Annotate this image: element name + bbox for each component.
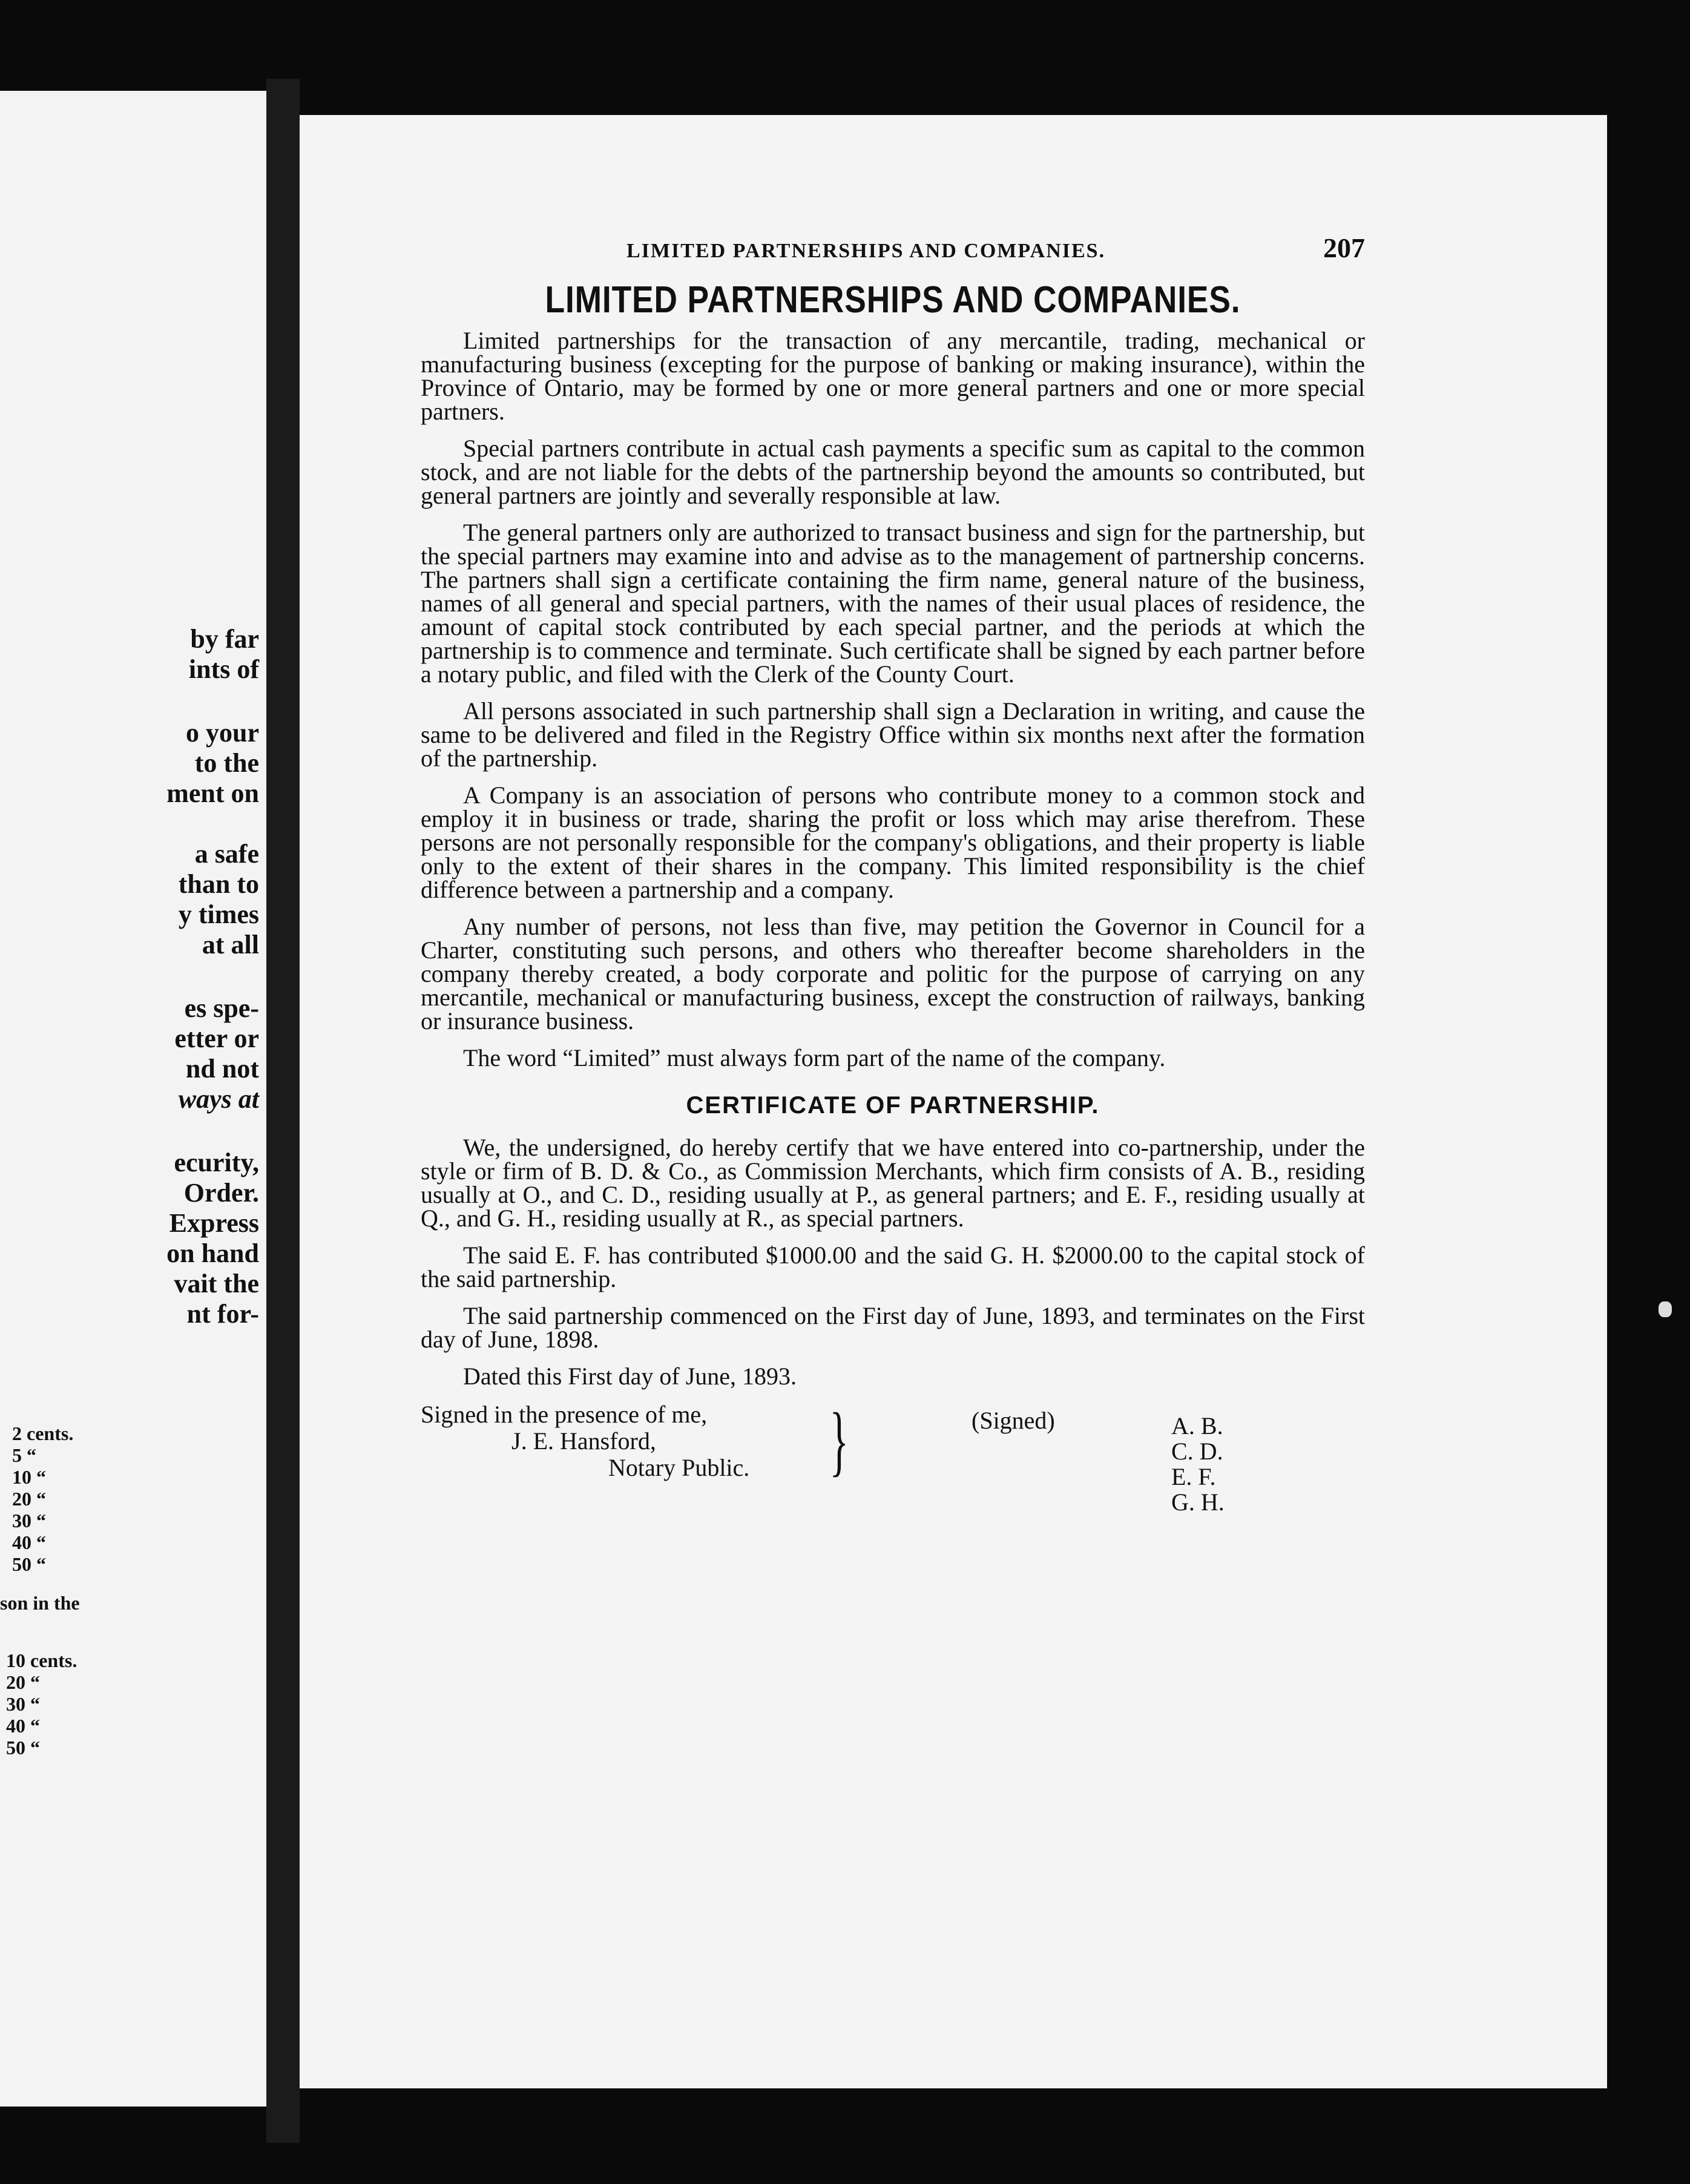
page-title: LIMITED PARTNERSHIPS AND COMPANIES. — [545, 279, 1241, 321]
certificate-paragraph: We, the undersigned, do hereby certify that we have entered into co-partnership, under the style or firm of B. D. & Co., as Commission Merchants, which firm consists of A. B., residing usually at O., and C. D., residing usually at P., as general partners; and E. F., residing usually at Q., and G. H., residing usually at R., as special partners. — [421, 1134, 1365, 1232]
left-page-fragment: at all — [202, 930, 259, 959]
witness-line: Signed in the presence of me, — [421, 1401, 708, 1428]
paragraph: All persons associated in such partnership shall sign a Declaration in writing, and cause the same to be delivered and filed in the Registry Office within six months next after the formation of the partnership. — [421, 697, 1365, 772]
signature-block — [421, 1397, 1365, 1541]
certificate-paragraph: The said partnership commenced on the First day of June, 1893, and terminates on the First day of June, 1898. — [421, 1302, 1365, 1353]
left-page-fragment: ecurity, — [174, 1148, 259, 1177]
paragraph: Special partners contribute in actual cash payments a specific sum as capital to the common stock, and are not liable for the debts of the partnership beyond the amounts so contributed, but general partners are jointly and severally responsible at law. — [421, 435, 1365, 509]
left-page-fragment: ment on — [166, 778, 259, 808]
signed-label: (Signed) — [972, 1407, 1055, 1434]
rate-line: 50 “ — [12, 1553, 46, 1575]
running-head-title: LIMITED PARTNERSHIPS AND COMPANIES. — [626, 240, 1106, 262]
book-gutter — [266, 79, 300, 2143]
left-page-fragment: etter or — [174, 1024, 259, 1053]
signatory-name: A. B. — [1171, 1412, 1223, 1439]
rate-line: 40 “ — [6, 1715, 40, 1737]
left-page-fragment: vait the — [174, 1269, 259, 1298]
paragraph: The word “Limited” must always form part of the name of the company. — [463, 1044, 1166, 1071]
left-page-fragment: ints of — [188, 654, 259, 684]
rate-line: 2 cents. — [12, 1423, 74, 1444]
running-head — [626, 232, 1365, 263]
certificate-title: CERTIFICATE OF PARTNERSHIP. — [686, 1092, 1100, 1119]
signatory-name: G. H. — [1171, 1488, 1225, 1516]
paragraph: Any number of persons, not less than five, may petition the Governor in Council for a Charter, constituting such persons, and others who thereafter become shareholders in the company thereby created, a body corporate and politic for the purpose of carrying on any mercantile, mechanical or manufacturing business, except the construction of railways, banking or insurance business. — [421, 913, 1365, 1034]
rate-line: 5 “ — [12, 1444, 36, 1466]
rate-line: 20 “ — [12, 1488, 46, 1510]
paragraph: Limited partnerships for the transaction of any mercantile, trading, mechanical or manufacturing business (excepting for the purpose of banking or making insurance), within the Province of Ontario, may be formed by one or more general partners and one or more special partners. — [421, 327, 1365, 425]
left-page-fragment: y times — [178, 900, 259, 929]
page-edge-mark — [1659, 1301, 1672, 1317]
paragraph: The general partners only are authorized to transact business and sign for the partnership, but the special partners may examine into and advise as to the management of partnership concerns. The partners shall sign a certificate containing the firm name, general nature of the business, names of all general and special partners, with the names of their usual places of residence, the amount of capital stock contributed by each special partner, and the periods at which the partnership is to commence and terminate. Such certificate shall be signed by each partner before a notary public, and filed with the Clerk of the County Court. — [421, 519, 1365, 688]
dated-line: Dated this First day of June, 1893. — [463, 1363, 797, 1390]
page-content — [421, 232, 1365, 1541]
left-page-fragment: on hand — [166, 1238, 259, 1268]
certificate-paragraph: The said E. F. has contributed $1000.00 and the said G. H. $2000.00 to the capital stock of the said partnership. — [421, 1242, 1365, 1292]
rate-line: 30 “ — [12, 1510, 46, 1531]
right-page — [300, 115, 1607, 2088]
rate-line: 10 cents. — [6, 1650, 77, 1671]
rate-line: son in the — [0, 1592, 80, 1614]
left-page-fragment: than to — [178, 869, 259, 899]
witness-name: J. E. Hansford, — [511, 1427, 656, 1455]
signatory-name: E. F. — [1171, 1463, 1216, 1490]
left-page — [0, 91, 266, 2107]
left-page-fragment: nt for- — [186, 1299, 259, 1329]
page-number: 207 — [1323, 232, 1365, 263]
left-page-fragment: nd not — [185, 1054, 259, 1084]
rate-line: 20 “ — [6, 1671, 40, 1693]
paragraph: A Company is an association of persons who contribute money to a common stock and employ it in business or trade, sharing the profit or loss which may arise therefrom. These persons are not personally responsible for the company's obligations, and their property is liable only to the extent of their shares in the company. This limited responsibility is the chief difference between a partnership and a company. — [421, 781, 1365, 903]
witness-title: Notary Public. — [608, 1454, 750, 1481]
brace-glyph: } — [829, 1397, 849, 1484]
witness-block — [421, 1401, 749, 1481]
left-page-fragment: es spe- — [184, 993, 259, 1023]
left-page-fragment: Order. — [183, 1178, 259, 1208]
left-page-fragment: ways at — [178, 1084, 259, 1114]
left-page-fragment: a safe — [194, 839, 259, 869]
left-page-fragment: o your — [186, 718, 259, 748]
left-page-fragment: to the — [194, 748, 259, 778]
left-page-fragment: by far — [190, 624, 259, 654]
left-page-fragment: Express — [169, 1208, 259, 1238]
signatory-names — [1171, 1413, 1225, 1515]
rate-line: 30 “ — [6, 1693, 40, 1715]
rate-line: 50 “ — [6, 1737, 40, 1758]
rate-line: 10 “ — [12, 1466, 46, 1488]
signatory-name: C. D. — [1171, 1438, 1223, 1465]
rate-line: 40 “ — [12, 1531, 46, 1553]
